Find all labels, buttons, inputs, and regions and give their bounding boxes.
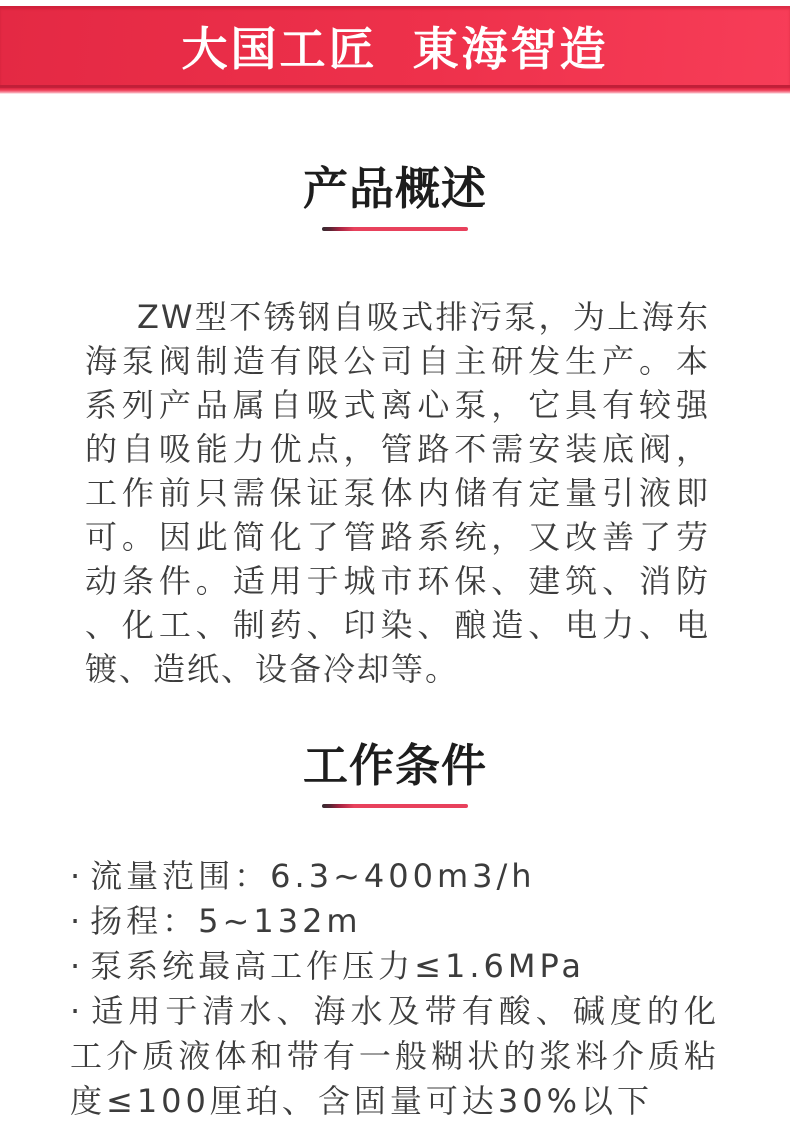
overview-paragraph (85, 295, 710, 691)
paragraph-line: 可。因此简化了管路系统，又改善了劳 (85, 518, 710, 556)
paragraph-line: 镀、造纸、设备冷却等。 (85, 650, 460, 688)
list-item (70, 854, 720, 899)
conditions-heading: 工作条件 (302, 739, 487, 792)
list-item (70, 899, 720, 944)
section-conditions (0, 741, 790, 1124)
paragraph-line: 的自吸能力优点，管路不需安装底阀， (85, 430, 710, 468)
list-item-text: 适用于清水、海水及带有酸、碱度的化工介质液体和带有一般糊状的浆料介质粘度≤100厘珀、含固量可达30%以下 (70, 992, 720, 1120)
section-overview (0, 164, 790, 691)
overview-heading: 产品概述 (302, 162, 487, 215)
bullet-dot: · (70, 902, 81, 940)
paragraph-line: 动条件。适用于城市环保、建筑、消防 (85, 562, 710, 600)
brand-banner (0, 6, 790, 94)
paragraph-line: 系列产品属自吸式离心泵，它具有较强 (85, 386, 710, 424)
bullet-dot: · (70, 857, 81, 895)
brand-banner-background (0, 6, 790, 85)
paragraph-line: 、化工、制药、印染、酿造、电力、电 (85, 606, 710, 644)
paragraph-line: 工作前只需保证泵体内储有定量引液即 (85, 474, 710, 512)
overview-heading-underline (322, 227, 468, 231)
list-item-text: 泵系统最高工作压力≤1.6MPa (90, 947, 585, 985)
conditions-list (70, 854, 720, 1124)
paragraph-line: 海泵阀制造有限公司自主研发生产。本 (85, 342, 710, 380)
paragraph-line: ZW型不锈钢自吸式排污泵，为上海东 (137, 298, 710, 336)
list-item-text: 扬程：5~132m (90, 902, 362, 940)
list-item (70, 989, 720, 1124)
banner-title: 大国工匠 東海智造 (181, 21, 609, 76)
bullet-dot: · (70, 947, 81, 985)
conditions-heading-underline (322, 804, 468, 808)
list-item-text: 流量范围：6.3~400m3/h (90, 857, 536, 895)
banner-bottom-edge (0, 85, 790, 94)
bullet-dot: · (70, 992, 81, 1030)
list-item (70, 944, 720, 989)
